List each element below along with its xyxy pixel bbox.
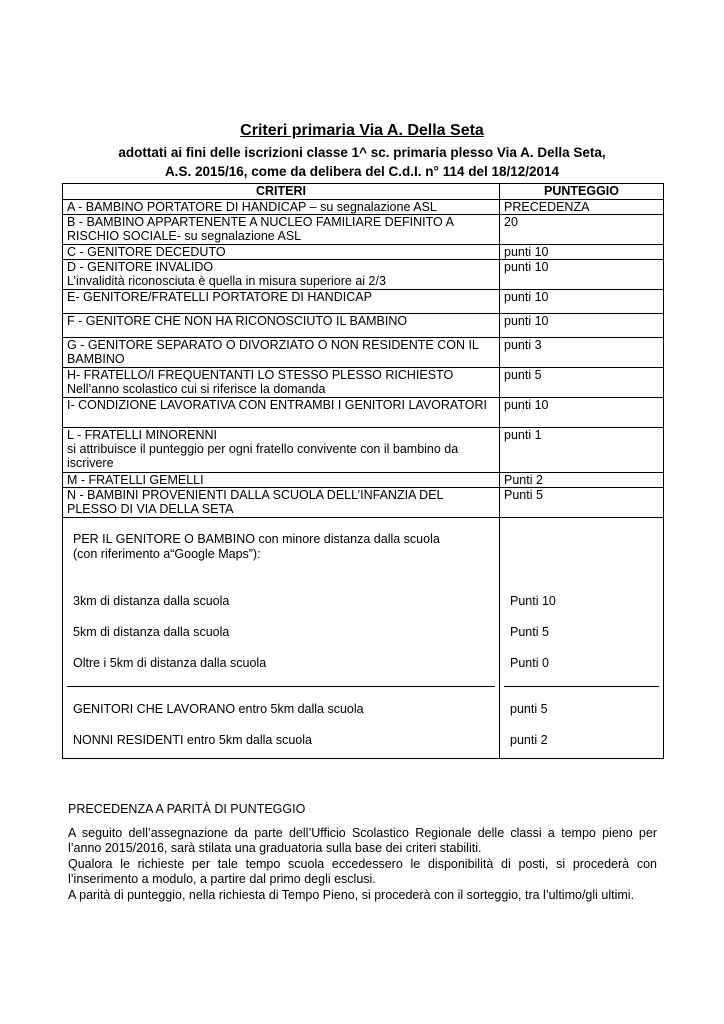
table-row [63, 398, 664, 428]
criterio-cell [63, 200, 500, 215]
table-row [63, 245, 664, 260]
punteggio-cell: Punti 2 [500, 473, 664, 488]
criterio-note: Nell’anno scolastico cui si riferisce la domanda [67, 382, 326, 396]
distance-points-cell [500, 518, 664, 759]
table-row [63, 314, 664, 338]
criterio-text: D - GENITORE INVALIDO [67, 260, 214, 274]
distance-item-5km: 5km di distanza dalla scuola [73, 625, 230, 639]
punteggio-cell: punti 10 [500, 260, 664, 290]
inner-divider [67, 686, 495, 687]
criteria-table [62, 183, 664, 759]
criterio-text: H- FRATELLO/I FREQUENTANTI LO STESSO PLESSO RICHIESTO [67, 368, 454, 382]
table-row [63, 488, 664, 518]
criterio-cell [63, 428, 500, 473]
table-row [63, 260, 664, 290]
table-row [63, 215, 664, 245]
distance-intro-line2: (con riferimento a“Google Maps”): [73, 547, 261, 561]
punteggio-cell: Punti 5 [500, 488, 664, 518]
points-over-5km: Punti 0 [510, 656, 549, 670]
criterio-cell [63, 338, 500, 368]
punteggio-cell: punti 1 [500, 428, 664, 473]
criterio-cell [63, 473, 500, 488]
criterio-text: A - BAMBINO PORTATORE DI HANDICAP – su segnalazione ASL [67, 200, 437, 214]
punteggio-cell: punti 3 [500, 338, 664, 368]
grandparents-item: NONNI RESIDENTI entro 5km dalla scuola [73, 733, 312, 747]
document-subtitle-line2: A.S. 2015/16, come da delibera del C.d.I. n° 114 del 18/12/2014 [164, 164, 560, 179]
table-row [63, 368, 664, 398]
header-punteggio: PUNTEGGIO [500, 184, 664, 200]
punteggio-cell: punti 10 [500, 245, 664, 260]
criterio-cell [63, 215, 500, 245]
criterio-text: L - FRATELLI MINORENNI [67, 428, 218, 442]
criterio-cell [63, 488, 500, 518]
distance-item-over-5km: Oltre i 5km di distanza dalla scuola [73, 656, 267, 670]
distance-intro-line1: PER IL GENITORE O BAMBINO con minore distanza dalla scuola [73, 532, 440, 546]
criterio-text: E- GENITORE/FRATELLI PORTATORE DI HANDICAP [67, 290, 372, 304]
criterio-text: M - FRATELLI GEMELLI [67, 473, 204, 487]
working-parents-item: GENITORI CHE LAVORANO entro 5km dalla scuola [73, 702, 364, 716]
table-row [63, 338, 664, 368]
distance-criteria-cell [63, 518, 500, 759]
table-row [63, 473, 664, 488]
punteggio-cell: punti 10 [500, 314, 664, 338]
criterio-cell [63, 314, 500, 338]
criterio-text: I- CONDIZIONE LAVORATIVA CON ENTRAMBI I GENITORI LAVORATORI [67, 398, 487, 412]
criterio-cell [63, 245, 500, 260]
criterio-text: C - GENITORE DECEDUTO [67, 245, 226, 259]
table-header-row [63, 184, 664, 200]
punteggio-cell: 20 [500, 215, 664, 245]
distance-row [63, 518, 664, 759]
criterio-text: F - GENITORE CHE NON HA RICONOSCIUTO IL BAMBINO [67, 314, 408, 328]
criterio-text: N - BAMBINI PROVENIENTI DALLA SCUOLA DELL’INFANZIA DEL PLESSO DI VIA DELLA SETA [67, 488, 444, 516]
distance-item-3km: 3km di distanza dalla scuola [73, 594, 230, 608]
header-criteri: CRITERI [63, 184, 500, 200]
paragraph: A seguito dell’assegnazione da parte dell’Ufficio Scolastico Regionale delle classi a tempo pieno per l’anno 2015/2016, sarà stilata una graduatoria sulla base dei criteri stabiliti. [68, 826, 657, 855]
punteggio-cell: punti 5 [500, 368, 664, 398]
criterio-note: L’invalidità riconosciuta è quella in misura superiore ai 2/3 [67, 274, 386, 288]
punteggio-cell: PRECEDENZA [500, 200, 664, 215]
criterio-text: B - BAMBINO APPARTENENTE A NUCLEO FAMILIARE DEFINITO A RISCHIO SOCIALE- su segnalazione ASL [67, 215, 454, 243]
paragraph: A parità di punteggio, nella richiesta di Tempo Pieno, si procederà con il sorteggio, tra l’ultimo/gli ultimi. [68, 888, 635, 902]
punteggio-cell: punti 10 [500, 290, 664, 314]
document-title: Criteri primaria Via A. Della Seta [240, 122, 484, 139]
criterio-note: si attribuisce il punteggio per ogni fratello convivente con il bambino da iscrivere [67, 442, 459, 470]
precedence-title: PRECEDENZA A PARITÀ DI PUNTEGGIO [68, 802, 306, 816]
table-row [63, 200, 664, 215]
document-subtitle-line1: adottati ai fini delle iscrizioni classe 1^ sc. primaria plesso Via A. Della Seta, [118, 145, 606, 160]
criterio-cell [63, 260, 500, 290]
points-5km: Punti 5 [510, 625, 549, 639]
punteggio-cell: punti 10 [500, 398, 664, 428]
points-grandparents: punti 2 [510, 733, 548, 747]
criterio-cell [63, 290, 500, 314]
points-working-parents: punti 5 [510, 702, 548, 716]
paragraph: Qualora le richieste per tale tempo scuola eccedessero le disponibilità di posti, si procederà con l’inserimento a modulo, a partire dal primo degli esclusi. [68, 857, 657, 886]
table-row [63, 428, 664, 473]
table-row [63, 290, 664, 314]
criterio-text: G - GENITORE SEPARATO O DIVORZIATO O NON RESIDENTE CON IL BAMBINO [67, 338, 479, 366]
criterio-cell [63, 398, 500, 428]
criterio-cell [63, 368, 500, 398]
points-3km: Punti 10 [510, 594, 556, 608]
inner-divider [504, 686, 659, 687]
